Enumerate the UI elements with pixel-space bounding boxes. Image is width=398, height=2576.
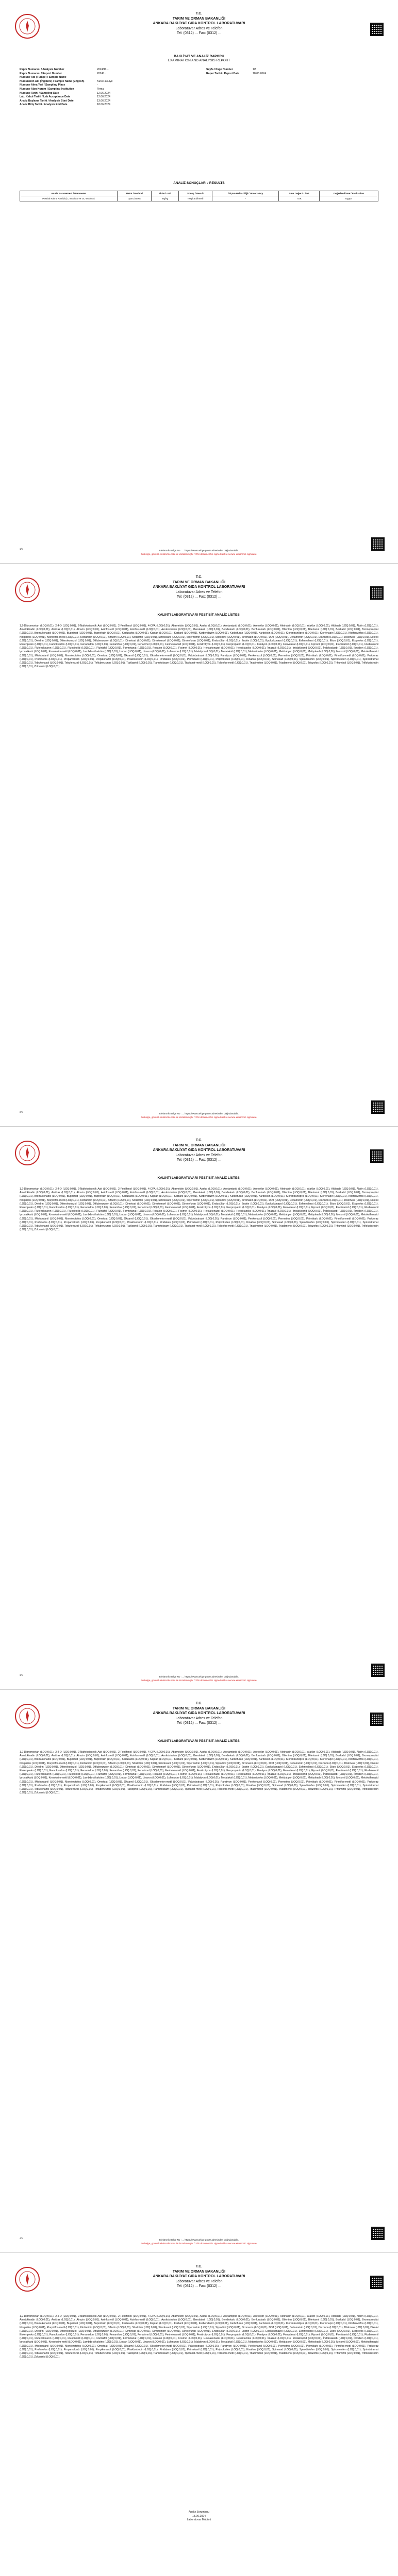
page-footer: Elektronik Belge No : ... https://www.turkiye.gov.tr adresinden doğrulanabilir. Bu belge, güvenli elektronik imza ile imzalanmıştır / This document is signed with a secure electronic signature. — [141, 1675, 257, 1682]
info-row: Rapor Numarası / Report Number 2024/... — [20, 72, 106, 75]
pesticide-list-title: KALINTI LABORATUVARI PESTİSİT ANALİZ LİSTESİ — [157, 1176, 241, 1180]
info-left — [20, 68, 113, 107]
info-row: Numune Alma Yeri / Sampling Place - — [20, 83, 98, 87]
esign-notice: Bu belge, güvenli elektronik imza ile imzalanmıştır / This document is signed with a secure electronic signature. — [141, 553, 257, 555]
report-page-5 — [0, 2252, 398, 2576]
page-footer: Elektronik Belge No : ... https://www.turkiye.gov.tr adresinden doğrulanabilir. Bu belge, güvenli elektronik imza ile imzalanmıştır / This document is signed with a secure electronic signature. — [141, 1112, 257, 1118]
verify-line: Elektronik Belge No : ... https://www.turkiye.gov.tr adresinden doğrulanabilir. — [159, 549, 239, 552]
report-title: BAKLİYAT VE ANALİZ RAPORU — [174, 55, 224, 58]
document-header — [0, 11, 398, 36]
pesticide-list-text: 1,2-Dibromoetan (LOQ:0,01), 2,4-D (LOQ:0,01), 2-Naftoksiasetik Asit (LOQ:0,01), 2-Fenilfenol (LOQ:0,01), 4-CPA (LOQ:0,01), Abamektin (LOQ:0,01), Asefat (LOQ:0,01), Asetamiprid (LOQ:0,01), Asetoklor (LOQ:0,01), Akrinatrin (LOQ:0,01), Alaklor (LOQ:0,01), Aldikarb (LOQ:0,01), Aldrin (LOQ:0,01), Ametoktradin (LOQ:0,01), Amitraz (LOQ:0,01), Atrazin (LOQ:0,01), Azinfos-etil (LOQ:0,01), Azinfos-metil (LOQ:0,01), Azoksistrobin (LOQ:0,01), Benalaksil (LOQ:0,01), Bendiokarb (LOQ:0,01), Benfurakarb (LOQ:0,01), Bifentrin (LOQ:0,01), Bitertanol (LOQ:0,01), Boskalid (LOQ:0,01), Bromopropilat (LOQ:0,01), Bromukonazol (LOQ:0,01), Bupirimat (LOQ:0,01), Buprofezin (LOQ:0,01), Kadusafos (LOQ:0,01), Kaptan (LOQ:0,01), Karbaril (LOQ:0,01), Karbendazim (LOQ:0,01), Karbofuran (LOQ:0,01), Karboksin (LOQ:0,01), Klorantraniliprol (LOQ:0,01), Klorfenapir (LOQ:0,01), Klorfenvinfos (LOQ:0,01), Klorpirifos (LOQ:0,01), Klorpirifos-metil (LOQ:0,01), Klotianidin (LOQ:0,01), Siflutrin (LOQ:0,01), Sihalotrin (LOQ:0,01), Simoksanil (LOQ:0,01), Sipermetrin (LOQ:0,01), Siprodinil (LOQ:0,01), Siromazin (LOQ:0,01), DDT (LOQ:0,01), Deltametrin (LOQ:0,01), Diazinon (LOQ:0,01), Diklorvos (LOQ:0,01), Dikofol (LOQ:0,01), Dieldrin (LOQ:0,01), Difenokonazol (LOQ:0,01), Diflubenzuron (LOQ:0,01), Dimetoat (LOQ:0,01), Dimetomorf (LOQ:0,01), Dinotefuran (LOQ:0,01), Endosülfan (LOQ:0,01), Endrin (LOQ:0,01), Epoksikonazol (LOQ:0,01), Esfenvalerat (LOQ:0,01), Etion (LOQ:0,01), Etoprofos (LOQ:0,01), Etofenproks (LOQ:0,01), Famoksadon (LOQ:0,01), Fenamidon (LOQ:0,01), Fenamifos (LOQ:0,01), Fenarimol (LOQ:0,01), Fenheksamid (LOQ:0,01), Fenitrotiyon (LOQ:0,01), Fenpropatrin (LOQ:0,01), Fentiyon (LOQ:0,01), Fenvalerat (LOQ:0,01), Fipronil (LOQ:0,01), Flonikamid (LOQ:0,01), Fludioksonil (LOQ:0,01), Flufenoksuron (LOQ:0,01), Fluopikolid (LOQ:0,01), Flutriafol (LOQ:0,01), Formetanat (LOQ:0,01), Fosalon (LOQ:0,01), Fosmet (LOQ:0,01), Heksakonazol (LOQ:0,01), Heksitiazoks (LOQ:0,01), İmazalil (LOQ:0,01), İmidakloprid (LOQ:0,01), İndoksakarb (LOQ:0,01), İprodion (LOQ:0,01), İprovalikarb (LOQ:0,01), Kresoksim-metil (LOQ:0,01), Lambda-sihalotrin (LOQ:0,01), Lindan (LOQ:0,01), Linuron (LOQ:0,01), Lufenuron (LOQ:0,01), Malatiyon (LOQ:0,01), Metalaksil (LOQ:0,01), Metamidofos (LOQ:0,01), Metidatiyon (LOQ:0,01), Metiyokarb (LOQ:0,01), Metomil (LOQ:0,01), Metoksifenozid (LOQ:0,01), Miklobutanil (LOQ:0,01), Monokrotofos (LOQ:0,01), Ometoat (LOQ:0,01), Oksamil (LOQ:0,01), Oksidemeton-metil (LOQ:0,01), Paklobutrazol (LOQ:0,01), Paratiyon (LOQ:0,01), Penkonazol (LOQ:0,01), Permetrin (LOQ:0,01), Pirimikarb (LOQ:0,01), Pirimifos-metil (LOQ:0,01), Prokloraz (LOQ:0,01), Profenofos (LOQ:0,01), Propamokarb (LOQ:0,01), Propikonazol (LOQ:0,01), Piraklostrobin (LOQ:0,01), Piridaben (LOQ:0,01), Pirimetanil (LOQ:0,01), Piriproksifen (LOQ:0,01), Kinalfos (LOQ:0,01), Spinosad (LOQ:0,01), Spirodiklofen (LOQ:0,01), Spiromesifen (LOQ:0,01), Spirotetramat (LOQ:0,01), Tebukonazol (LOQ:0,01), Tebufenozid (LOQ:0,01), Teflubenzuron (LOQ:0,01), Tiakloprid (LOQ:0,01), Tiametoksam (LOQ:0,01), Tiyofanat-metil (LOQ:0,01), Tolklofos-metil (LOQ:0,01), Triadimefon (LOQ:0,01), Triadimenol (LOQ:0,01), Triazofos (LOQ:0,01), Triflumizol (LOQ:0,01), Trifloksistrobin (LOQ:0,01), Zoksamid (LOQ:0,01). — [20, 1751, 378, 1795]
page-number: 2/5 — [20, 1111, 23, 1113]
report-page-2 — [0, 563, 398, 1126]
header-line: Tel: (0312) ... Fax: (0312) ... — [176, 31, 222, 35]
pesticide-list-title: KALINTI LABORATUVARI PESTİSİT ANALİZ LİSTESİ — [157, 1739, 241, 1743]
document-header: T.C. TARIM VE ORMAN BAKANLIĞI ANKARA BAKLİYAT GIDA KONTROL LABORATUVARI Laboratuvar Adres ve Telefon Tel: (0312) ... Fax: (0312) ... — [153, 575, 245, 599]
document-header: T.C. TARIM VE ORMAN BAKANLIĞI ANKARA BAKLİYAT GIDA KONTROL LABORATUVARI Laboratuvar Adres ve Telefon Tel: (0312) ... Fax: (0312) ... — [153, 1139, 245, 1162]
info-row: Lab. Kabul Tarihi / Lab Acceptance Date 12.06.2024 — [20, 95, 110, 99]
page-number: 3/5 — [20, 1674, 23, 1676]
report-subtitle: EXAMINATION AND ANALYSIS REPORT — [168, 59, 230, 62]
signer-role: Laboratuvar Müdürü — [187, 2518, 211, 2521]
document-header: T.C. TARIM VE ORMAN BAKANLIĞI ANKARA BAKLİYAT GIDA KONTROL LABORATUVARI Laboratuvar Adres ve Telefon Tel: (0312) ... Fax: (0312) ... — [153, 1702, 245, 1725]
info-row: Numune Adı (Türkçe) / Sample Name — [20, 76, 67, 79]
report-page-4 — [0, 1689, 398, 2252]
header-line: ANKARA BAKLİYAT GIDA KONTROL LABORATUVARI — [153, 22, 245, 25]
info-row: Analiz Başlama Tarihi / Analysis Start Date 13.06.2024 — [20, 99, 110, 103]
info-row: Rapor Tarihi / Report Date 18.06.2024 — [206, 72, 266, 75]
info-row: Analiz Bitiş Tarihi / Analysis End Date 18.06.2024 — [20, 103, 110, 107]
info-row: Sayfa / Page Number 1/5 — [206, 68, 257, 71]
page-footer — [0, 549, 398, 556]
page-number: 4/5 — [20, 2237, 23, 2240]
report-page-1 — [0, 0, 398, 563]
table-header-row: Analiz Parametresi / Parameter Metot / Method Birim / Unit Sonuç / Result Ölçüm Belirsizliği / Uncertainty Sınır Değer / Limit Değerlendirme / Evaluation — [20, 191, 378, 196]
info-row: Numune Alan Kurum / Sampling Institution Firma — [20, 87, 104, 91]
results-section-title: ANALİZ SONUÇLARI / RESULTS — [173, 181, 225, 185]
results-table — [20, 191, 378, 201]
pesticide-list-text: 1,2-Dibromoetan (LOQ:0,01), 2,4-D (LOQ:0,01), 2-Naftoksiasetik Asit (LOQ:0,01), 2-Fenilfenol (LOQ:0,01), 4-CPA (LOQ:0,01), Abamektin (LOQ:0,01), Asefat (LOQ:0,01), Asetamiprid (LOQ:0,01), Asetoklor (LOQ:0,01), Akrinatrin (LOQ:0,01), Alaklor (LOQ:0,01), Aldikarb (LOQ:0,01), Aldrin (LOQ:0,01), Ametoktradin (LOQ:0,01), Amitraz (LOQ:0,01), Atrazin (LOQ:0,01), Azinfos-etil (LOQ:0,01), Azinfos-metil (LOQ:0,01), Azoksistrobin (LOQ:0,01), Benalaksil (LOQ:0,01), Bendiokarb (LOQ:0,01), Benfurakarb (LOQ:0,01), Bifentrin (LOQ:0,01), Bitertanol (LOQ:0,01), Boskalid (LOQ:0,01), Bromopropilat (LOQ:0,01), Bromukonazol (LOQ:0,01), Bupirimat (LOQ:0,01), Buprofezin (LOQ:0,01), Kadusafos (LOQ:0,01), Kaptan (LOQ:0,01), Karbaril (LOQ:0,01), Karbendazim (LOQ:0,01), Karbofuran (LOQ:0,01), Karboksin (LOQ:0,01), Klorantraniliprol (LOQ:0,01), Klorfenapir (LOQ:0,01), Klorfenvinfos (LOQ:0,01), Klorpirifos (LOQ:0,01), Klorpirifos-metil (LOQ:0,01), Klotianidin (LOQ:0,01), Siflutrin (LOQ:0,01), Sihalotrin (LOQ:0,01), Simoksanil (LOQ:0,01), Sipermetrin (LOQ:0,01), Siprodinil (LOQ:0,01), Siromazin (LOQ:0,01), DDT (LOQ:0,01), Deltametrin (LOQ:0,01), Diazinon (LOQ:0,01), Diklorvos (LOQ:0,01), Dikofol (LOQ:0,01), Dieldrin (LOQ:0,01), Difenokonazol (LOQ:0,01), Diflubenzuron (LOQ:0,01), Dimetoat (LOQ:0,01), Dimetomorf (LOQ:0,01), Dinotefuran (LOQ:0,01), Endosülfan (LOQ:0,01), Endrin (LOQ:0,01), Epoksikonazol (LOQ:0,01), Esfenvalerat (LOQ:0,01), Etion (LOQ:0,01), Etoprofos (LOQ:0,01), Etofenproks (LOQ:0,01), Famoksadon (LOQ:0,01), Fenamidon (LOQ:0,01), Fenamifos (LOQ:0,01), Fenarimol (LOQ:0,01), Fenheksamid (LOQ:0,01), Fenitrotiyon (LOQ:0,01), Fenpropatrin (LOQ:0,01), Fentiyon (LOQ:0,01), Fenvalerat (LOQ:0,01), Fipronil (LOQ:0,01), Flonikamid (LOQ:0,01), Fludioksonil (LOQ:0,01), Flufenoksuron (LOQ:0,01), Fluopikolid (LOQ:0,01), Flutriafol (LOQ:0,01), Formetanat (LOQ:0,01), Fosalon (LOQ:0,01), Fosmet (LOQ:0,01), Heksakonazol (LOQ:0,01), Heksitiazoks (LOQ:0,01), İmazalil (LOQ:0,01), İmidakloprid (LOQ:0,01), İndoksakarb (LOQ:0,01), İprodion (LOQ:0,01), İprovalikarb (LOQ:0,01), Kresoksim-metil (LOQ:0,01), Lambda-sihalotrin (LOQ:0,01), Lindan (LOQ:0,01), Linuron (LOQ:0,01), Lufenuron (LOQ:0,01), Malatiyon (LOQ:0,01), Metalaksil (LOQ:0,01), Metamidofos (LOQ:0,01), Metidatiyon (LOQ:0,01), Metiyokarb (LOQ:0,01), Metomil (LOQ:0,01), Metoksifenozid (LOQ:0,01), Miklobutanil (LOQ:0,01), Monokrotofos (LOQ:0,01), Ometoat (LOQ:0,01), Oksamil (LOQ:0,01), Oksidemeton-metil (LOQ:0,01), Paklobutrazol (LOQ:0,01), Paratiyon (LOQ:0,01), Penkonazol (LOQ:0,01), Permetrin (LOQ:0,01), Pirimikarb (LOQ:0,01), Pirimifos-metil (LOQ:0,01), Prokloraz (LOQ:0,01), Profenofos (LOQ:0,01), Propamokarb (LOQ:0,01), Propikonazol (LOQ:0,01), Piraklostrobin (LOQ:0,01), Piridaben (LOQ:0,01), Pirimetanil (LOQ:0,01), Piriproksifen (LOQ:0,01), Kinalfos (LOQ:0,01), Spinosad (LOQ:0,01), Spirodiklofen (LOQ:0,01), Spiromesifen (LOQ:0,01), Spirotetramat (LOQ:0,01), Tebukonazol (LOQ:0,01), Tebufenozid (LOQ:0,01), Teflubenzuron (LOQ:0,01), Tiakloprid (LOQ:0,01), Tiametoksam (LOQ:0,01), Tiyofanat-metil (LOQ:0,01), Tolklofos-metil (LOQ:0,01), Triadimefon (LOQ:0,01), Triadimenol (LOQ:0,01), Triazofos (LOQ:0,01), Triflumizol (LOQ:0,01), Trifloksistrobin (LOQ:0,01), Zoksamid (LOQ:0,01). — [20, 624, 378, 669]
document-header: T.C. TARIM VE ORMAN BAKANLIĞI ANKARA BAKLİYAT GIDA KONTROL LABORATUVARI Laboratuvar Adres ve Telefon Tel: (0312) ... Fax: (0312) ... — [153, 2265, 245, 2288]
header-line: Laboratuvar Adres ve Telefon — [175, 26, 223, 30]
report-page-3 — [0, 1126, 398, 1689]
pesticide-list-text: 1,2-Dibromoetan (LOQ:0,01), 2,4-D (LOQ:0,01), 2-Naftoksiasetik Asit (LOQ:0,01), 2-Fenilfenol (LOQ:0,01), 4-CPA (LOQ:0,01), Abamektin (LOQ:0,01), Asefat (LOQ:0,01), Asetamiprid (LOQ:0,01), Asetoklor (LOQ:0,01), Akrinatrin (LOQ:0,01), Alaklor (LOQ:0,01), Aldikarb (LOQ:0,01), Aldrin (LOQ:0,01), Ametoktradin (LOQ:0,01), Amitraz (LOQ:0,01), Atrazin (LOQ:0,01), Azinfos-etil (LOQ:0,01), Azinfos-metil (LOQ:0,01), Azoksistrobin (LOQ:0,01), Benalaksil (LOQ:0,01), Bendiokarb (LOQ:0,01), Benfurakarb (LOQ:0,01), Bifentrin (LOQ:0,01), Bitertanol (LOQ:0,01), Boskalid (LOQ:0,01), Bromopropilat (LOQ:0,01), Bromukonazol (LOQ:0,01), Bupirimat (LOQ:0,01), Buprofezin (LOQ:0,01), Kadusafos (LOQ:0,01), Kaptan (LOQ:0,01), Karbaril (LOQ:0,01), Karbendazim (LOQ:0,01), Karbofuran (LOQ:0,01), Karboksin (LOQ:0,01), Klorantraniliprol (LOQ:0,01), Klorfenapir (LOQ:0,01), Klorfenvinfos (LOQ:0,01), Klorpirifos (LOQ:0,01), Klorpirifos-metil (LOQ:0,01), Klotianidin (LOQ:0,01), Siflutrin (LOQ:0,01), Sihalotrin (LOQ:0,01), Simoksanil (LOQ:0,01), Sipermetrin (LOQ:0,01), Siprodinil (LOQ:0,01), Siromazin (LOQ:0,01), DDT (LOQ:0,01), Deltametrin (LOQ:0,01), Diazinon (LOQ:0,01), Diklorvos (LOQ:0,01), Dikofol (LOQ:0,01), Dieldrin (LOQ:0,01), Difenokonazol (LOQ:0,01), Diflubenzuron (LOQ:0,01), Dimetoat (LOQ:0,01), Dimetomorf (LOQ:0,01), Dinotefuran (LOQ:0,01), Endosülfan (LOQ:0,01), Endrin (LOQ:0,01), Epoksikonazol (LOQ:0,01), Esfenvalerat (LOQ:0,01), Etion (LOQ:0,01), Etoprofos (LOQ:0,01), Etofenproks (LOQ:0,01), Famoksadon (LOQ:0,01), Fenamidon (LOQ:0,01), Fenamifos (LOQ:0,01), Fenarimol (LOQ:0,01), Fenheksamid (LOQ:0,01), Fenitrotiyon (LOQ:0,01), Fenpropatrin (LOQ:0,01), Fentiyon (LOQ:0,01), Fenvalerat (LOQ:0,01), Fipronil (LOQ:0,01), Flonikamid (LOQ:0,01), Fludioksonil (LOQ:0,01), Flufenoksuron (LOQ:0,01), Fluopikolid (LOQ:0,01), Flutriafol (LOQ:0,01), Formetanat (LOQ:0,01), Fosalon (LOQ:0,01), Fosmet (LOQ:0,01), Heksakonazol (LOQ:0,01), Heksitiazoks (LOQ:0,01), İmazalil (LOQ:0,01), İmidakloprid (LOQ:0,01), İndoksakarb (LOQ:0,01), İprodion (LOQ:0,01), İprovalikarb (LOQ:0,01), Kresoksim-metil (LOQ:0,01), Lambda-sihalotrin (LOQ:0,01), Lindan (LOQ:0,01), Linuron (LOQ:0,01), Lufenuron (LOQ:0,01), Malatiyon (LOQ:0,01), Metalaksil (LOQ:0,01), Metamidofos (LOQ:0,01), Metidatiyon (LOQ:0,01), Metiyokarb (LOQ:0,01), Metomil (LOQ:0,01), Metoksifenozid (LOQ:0,01), Miklobutanil (LOQ:0,01), Monokrotofos (LOQ:0,01), Ometoat (LOQ:0,01), Oksamil (LOQ:0,01), Oksidemeton-metil (LOQ:0,01), Paklobutrazol (LOQ:0,01), Paratiyon (LOQ:0,01), Penkonazol (LOQ:0,01), Permetrin (LOQ:0,01), Pirimikarb (LOQ:0,01), Pirimifos-metil (LOQ:0,01), Prokloraz (LOQ:0,01), Profenofos (LOQ:0,01), Propamokarb (LOQ:0,01), Propikonazol (LOQ:0,01), Piraklostrobin (LOQ:0,01), Piridaben (LOQ:0,01), Pirimetanil (LOQ:0,01), Piriproksifen (LOQ:0,01), Kinalfos (LOQ:0,01), Spinosad (LOQ:0,01), Spirodiklofen (LOQ:0,01), Spiromesifen (LOQ:0,01), Spirotetramat (LOQ:0,01), Tebukonazol (LOQ:0,01), Tebufenozid (LOQ:0,01), Teflubenzuron (LOQ:0,01), Tiakloprid (LOQ:0,01), Tiametoksam (LOQ:0,01), Tiyofanat-metil (LOQ:0,01), Tolklofos-metil (LOQ:0,01), Triadimefon (LOQ:0,01), Triadimenol (LOQ:0,01), Triazofos (LOQ:0,01), Triflumizol (LOQ:0,01), Trifloksistrobin (LOQ:0,01), Zoksamid (LOQ:0,01). — [20, 2315, 378, 2359]
signature-block — [170, 2511, 228, 2522]
table-row: Pestisit Kalıntı Analizi (LC-MS/MS ve GC-MS/MS) QuEChERS mg/kg Tespit Edilmedi - TGK Uygun — [20, 196, 378, 201]
pesticide-list-text: 1,2-Dibromoetan (LOQ:0,01), 2,4-D (LOQ:0,01), 2-Naftoksiasetik Asit (LOQ:0,01), 2-Fenilfenol (LOQ:0,01), 4-CPA (LOQ:0,01), Abamektin (LOQ:0,01), Asefat (LOQ:0,01), Asetamiprid (LOQ:0,01), Asetoklor (LOQ:0,01), Akrinatrin (LOQ:0,01), Alaklor (LOQ:0,01), Aldikarb (LOQ:0,01), Aldrin (LOQ:0,01), Ametoktradin (LOQ:0,01), Amitraz (LOQ:0,01), Atrazin (LOQ:0,01), Azinfos-etil (LOQ:0,01), Azinfos-metil (LOQ:0,01), Azoksistrobin (LOQ:0,01), Benalaksil (LOQ:0,01), Bendiokarb (LOQ:0,01), Benfurakarb (LOQ:0,01), Bifentrin (LOQ:0,01), Bitertanol (LOQ:0,01), Boskalid (LOQ:0,01), Bromopropilat (LOQ:0,01), Bromukonazol (LOQ:0,01), Bupirimat (LOQ:0,01), Buprofezin (LOQ:0,01), Kadusafos (LOQ:0,01), Kaptan (LOQ:0,01), Karbaril (LOQ:0,01), Karbendazim (LOQ:0,01), Karbofuran (LOQ:0,01), Karboksin (LOQ:0,01), Klorantraniliprol (LOQ:0,01), Klorfenapir (LOQ:0,01), Klorfenvinfos (LOQ:0,01), Klorpirifos (LOQ:0,01), Klorpirifos-metil (LOQ:0,01), Klotianidin (LOQ:0,01), Siflutrin (LOQ:0,01), Sihalotrin (LOQ:0,01), Simoksanil (LOQ:0,01), Sipermetrin (LOQ:0,01), Siprodinil (LOQ:0,01), Siromazin (LOQ:0,01), DDT (LOQ:0,01), Deltametrin (LOQ:0,01), Diazinon (LOQ:0,01), Diklorvos (LOQ:0,01), Dikofol (LOQ:0,01), Dieldrin (LOQ:0,01), Difenokonazol (LOQ:0,01), Diflubenzuron (LOQ:0,01), Dimetoat (LOQ:0,01), Dimetomorf (LOQ:0,01), Dinotefuran (LOQ:0,01), Endosülfan (LOQ:0,01), Endrin (LOQ:0,01), Epoksikonazol (LOQ:0,01), Esfenvalerat (LOQ:0,01), Etion (LOQ:0,01), Etoprofos (LOQ:0,01), Etofenproks (LOQ:0,01), Famoksadon (LOQ:0,01), Fenamidon (LOQ:0,01), Fenamifos (LOQ:0,01), Fenarimol (LOQ:0,01), Fenheksamid (LOQ:0,01), Fenitrotiyon (LOQ:0,01), Fenpropatrin (LOQ:0,01), Fentiyon (LOQ:0,01), Fenvalerat (LOQ:0,01), Fipronil (LOQ:0,01), Flonikamid (LOQ:0,01), Fludioksonil (LOQ:0,01), Flufenoksuron (LOQ:0,01), Fluopikolid (LOQ:0,01), Flutriafol (LOQ:0,01), Formetanat (LOQ:0,01), Fosalon (LOQ:0,01), Fosmet (LOQ:0,01), Heksakonazol (LOQ:0,01), Heksitiazoks (LOQ:0,01), İmazalil (LOQ:0,01), İmidakloprid (LOQ:0,01), İndoksakarb (LOQ:0,01), İprodion (LOQ:0,01), İprovalikarb (LOQ:0,01), Kresoksim-metil (LOQ:0,01), Lambda-sihalotrin (LOQ:0,01), Lindan (LOQ:0,01), Linuron (LOQ:0,01), Lufenuron (LOQ:0,01), Malatiyon (LOQ:0,01), Metalaksil (LOQ:0,01), Metamidofos (LOQ:0,01), Metidatiyon (LOQ:0,01), Metiyokarb (LOQ:0,01), Metomil (LOQ:0,01), Metoksifenozid (LOQ:0,01), Miklobutanil (LOQ:0,01), Monokrotofos (LOQ:0,01), Ometoat (LOQ:0,01), Oksamil (LOQ:0,01), Oksidemeton-metil (LOQ:0,01), Paklobutrazol (LOQ:0,01), Paratiyon (LOQ:0,01), Penkonazol (LOQ:0,01), Permetrin (LOQ:0,01), Pirimikarb (LOQ:0,01), Pirimifos-metil (LOQ:0,01), Prokloraz (LOQ:0,01), Profenofos (LOQ:0,01), Propamokarb (LOQ:0,01), Propikonazol (LOQ:0,01), Piraklostrobin (LOQ:0,01), Piridaben (LOQ:0,01), Pirimetanil (LOQ:0,01), Piriproksifen (LOQ:0,01), Kinalfos (LOQ:0,01), Spinosad (LOQ:0,01), Spirodiklofen (LOQ:0,01), Spiromesifen (LOQ:0,01), Spirotetramat (LOQ:0,01), Tebukonazol (LOQ:0,01), Tebufenozid (LOQ:0,01), Teflubenzuron (LOQ:0,01), Tiakloprid (LOQ:0,01), Tiametoksam (LOQ:0,01), Tiyofanat-metil (LOQ:0,01), Tolklofos-metil (LOQ:0,01), Triadimefon (LOQ:0,01), Triadimenol (LOQ:0,01), Triazofos (LOQ:0,01), Triflumizol (LOQ:0,01), Trifloksistrobin (LOQ:0,01), Zoksamid (LOQ:0,01). — [20, 1188, 378, 1232]
info-row: Numunenin Adı (İngilizce) / Sample Name (English) Kuru Fasulye — [20, 79, 113, 83]
info-row: Numune Tarihi / Sampling Date 12.06.2024 — [20, 91, 110, 95]
info-row: Rapor Numarası / Analysis Number 2024/11... — [20, 68, 109, 71]
page-number: 1/5 — [20, 548, 23, 550]
signature-date: 18.06.2024 — [192, 2514, 206, 2518]
header-line: T.C. — [195, 12, 203, 15]
pesticide-list-title: KALINTI LABORATUVARI PESTİSİT ANALİZ LİSTESİ — [157, 613, 241, 617]
header-line: TARIM VE ORMAN BAKANLIĞI — [172, 16, 226, 21]
signer-name: Analiz Sorumlusu — [188, 2511, 210, 2514]
info-right — [206, 68, 266, 76]
page-footer: Elektronik Belge No : ... https://www.turkiye.gov.tr adresinden doğrulanabilir. Bu belge, güvenli elektronik imza ile imzalanmıştır / This document is signed with a secure electronic signature. — [141, 2239, 257, 2245]
